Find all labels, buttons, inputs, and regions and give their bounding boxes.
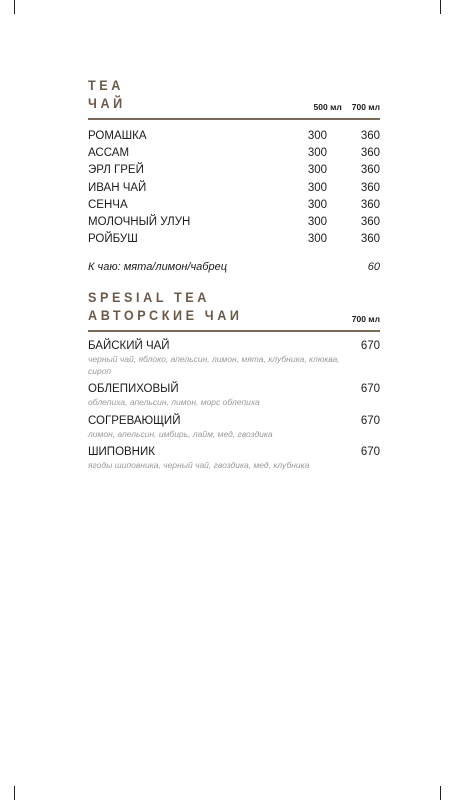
special-divider bbox=[88, 330, 380, 332]
tea-addon-name: К чаю: мята/лимон/чабрец bbox=[88, 261, 227, 274]
tea-header bbox=[88, 76, 380, 116]
special-item-desc: черный чай, яблоко, апельсин, лимон, мята, клубника, клюква, сироп bbox=[88, 354, 340, 376]
tea-item-name: ЭРЛ ГРЕЙ bbox=[88, 164, 144, 177]
special-item-desc: лимон, апельсин, имбирь, лайм, мед, гвоздика bbox=[88, 428, 273, 439]
tea-item-name: МОЛОЧНЫЙ УЛУН bbox=[88, 215, 191, 228]
crop-mark-bottom-right bbox=[440, 786, 441, 800]
tea-item-price-700: 360 bbox=[360, 233, 380, 246]
tea-item-price-500: 300 bbox=[307, 198, 327, 211]
tea-size-500: 500 мл bbox=[313, 102, 342, 112]
tea-item-price-500: 300 bbox=[307, 215, 327, 228]
crop-mark-top-left bbox=[14, 0, 15, 14]
tea-item bbox=[88, 145, 380, 162]
tea-item-name: РОЙБУШ bbox=[88, 233, 138, 246]
special-sizes bbox=[352, 314, 380, 324]
special-tea-section bbox=[88, 288, 380, 476]
tea-item-price-500: 300 bbox=[307, 147, 327, 160]
special-item-price: 670 bbox=[360, 340, 380, 352]
special-item-desc: ягоды шиповника, черный чай, гвоздика, мед, клубника bbox=[88, 460, 310, 470]
special-item-name: СОГРЕВАЮЩИЙ bbox=[88, 414, 181, 427]
special-item-desc: облепиха, апельсин, лимон, морс облепиха bbox=[88, 397, 260, 407]
tea-sizes bbox=[314, 102, 380, 112]
special-title-ru: АВТОРСКИЕ ЧАИ bbox=[88, 307, 243, 323]
tea-item-name: СЕНЧА bbox=[88, 198, 128, 211]
tea-divider bbox=[88, 118, 380, 120]
special-item-name: ШИПОВНИК bbox=[88, 446, 155, 458]
tea-addon bbox=[88, 259, 380, 275]
special-item-name: БАЙСКИЙ ЧАЙ bbox=[88, 340, 170, 352]
tea-list bbox=[88, 128, 380, 248]
tea-item bbox=[88, 180, 380, 197]
tea-item-price-700: 360 bbox=[360, 181, 380, 194]
tea-item-price-700: 360 bbox=[360, 147, 380, 160]
tea-item-price-500: 300 bbox=[307, 233, 327, 246]
tea-item-price-700: 360 bbox=[360, 130, 380, 142]
special-item bbox=[88, 338, 380, 377]
special-list bbox=[88, 338, 380, 472]
tea-item-price-700: 360 bbox=[360, 164, 380, 177]
tea-size-700: 700 мл bbox=[351, 102, 380, 112]
tea-item-name: АССАМ bbox=[88, 147, 130, 160]
special-item-price: 670 bbox=[360, 383, 380, 395]
special-item-price: 670 bbox=[360, 446, 380, 458]
tea-title-ru: ЧАЙ bbox=[88, 95, 126, 111]
special-header bbox=[88, 288, 380, 328]
tea-section bbox=[88, 76, 380, 275]
crop-mark-top-right bbox=[440, 0, 441, 14]
special-title-en: SPESIAL TEA bbox=[88, 289, 210, 305]
tea-title-en: TEA bbox=[88, 77, 124, 93]
tea-item-price-500: 300 bbox=[307, 164, 327, 177]
tea-item bbox=[88, 128, 380, 145]
tea-item-name: РОМАШКА bbox=[88, 130, 147, 142]
tea-addon-price: 60 bbox=[367, 261, 380, 274]
special-item bbox=[88, 444, 380, 472]
crop-mark-bottom-left bbox=[14, 786, 15, 800]
special-item bbox=[88, 413, 380, 441]
special-item bbox=[88, 381, 380, 409]
tea-item bbox=[88, 197, 380, 214]
tea-item-price-500: 300 bbox=[307, 130, 327, 142]
tea-item-name: ИВАН ЧАЙ bbox=[88, 181, 147, 194]
tea-item bbox=[88, 162, 380, 179]
special-item-name: ОБЛЕПИХОВЫЙ bbox=[88, 383, 179, 395]
special-item-price: 670 bbox=[360, 414, 380, 427]
tea-item bbox=[88, 214, 380, 231]
tea-item-price-700: 360 bbox=[360, 215, 380, 228]
special-size-700: 700 мл bbox=[351, 314, 380, 324]
tea-item-price-500: 300 bbox=[307, 181, 327, 194]
tea-item bbox=[88, 231, 380, 248]
tea-item-price-700: 360 bbox=[360, 198, 380, 211]
